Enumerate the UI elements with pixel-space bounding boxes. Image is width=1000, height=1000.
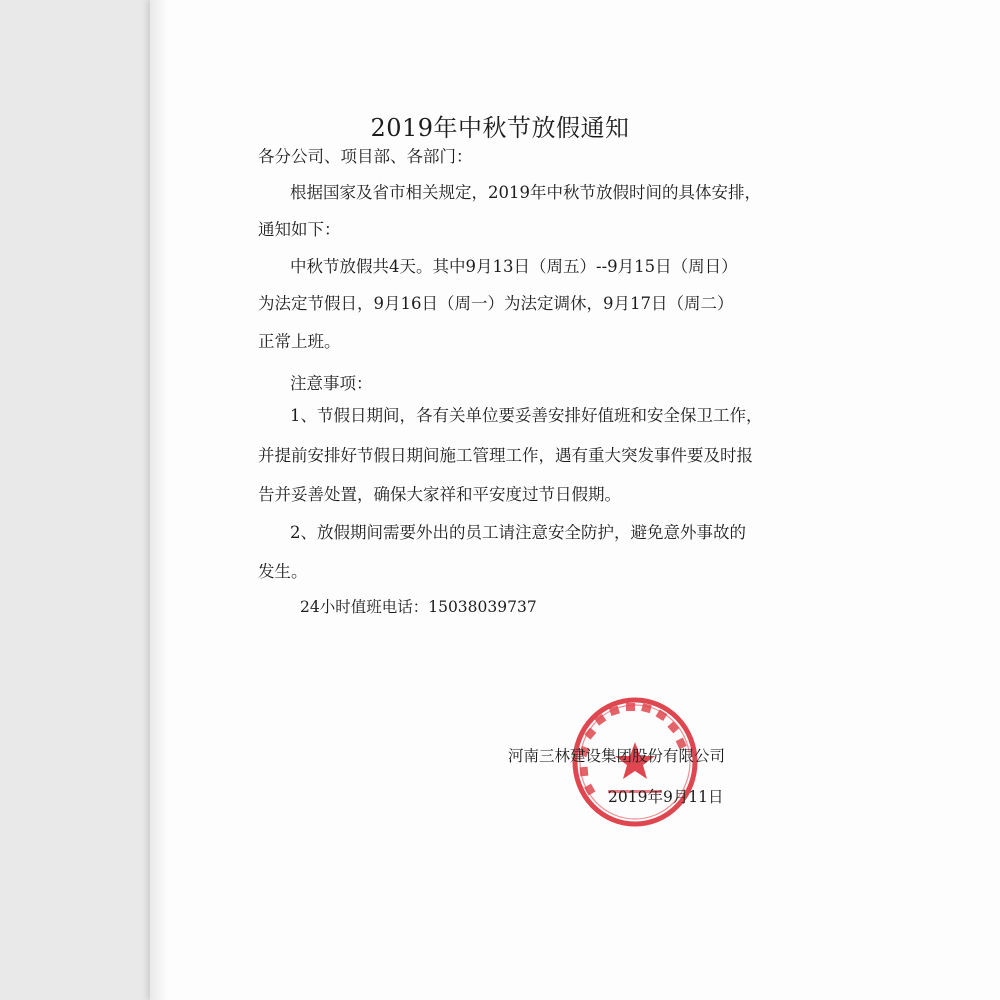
body-line-1: 根据国家及省市相关规定，2019年中秋节放假时间的具体安排， bbox=[290, 183, 761, 202]
notes-heading: 注意事项： bbox=[290, 374, 373, 393]
body-line-3: 中秋节放假共4天。其中9月13日（周五）--9月15日（周日） bbox=[290, 257, 738, 276]
body-line-11: 发生。 bbox=[258, 562, 308, 581]
body-line-4: 为法定节假日，9月16日（周一）为法定调休，9月17日（周二） bbox=[258, 294, 734, 313]
document-title: 2019年中秋节放假通知 bbox=[370, 114, 630, 143]
body-line-2: 通知如下： bbox=[258, 220, 341, 239]
company-signature: 河南三林建设集团股份有限公司 bbox=[508, 747, 726, 765]
notice-date: 2019年9月11日 bbox=[608, 788, 724, 806]
body-line-7: 1、节假日期间，各有关单位要妥善安排好值班和安全保卫工作， bbox=[290, 406, 763, 425]
body-line-8: 并提前安排好节假日期间施工管理工作，遇有重大突发事件要及时报 bbox=[258, 446, 753, 465]
body-line-9: 告并妥善处置，确保大家祥和平安度过节日假期。 bbox=[258, 485, 621, 504]
salutation: 各分公司、项目部、各部门： bbox=[258, 147, 473, 166]
body-line-10: 2、放假期间需要外出的员工请注意安全防护，避免意外事故的 bbox=[290, 523, 746, 542]
body-line-5: 正常上班。 bbox=[258, 332, 341, 351]
hotline: 24小时值班电话：15038039737 bbox=[300, 598, 537, 616]
